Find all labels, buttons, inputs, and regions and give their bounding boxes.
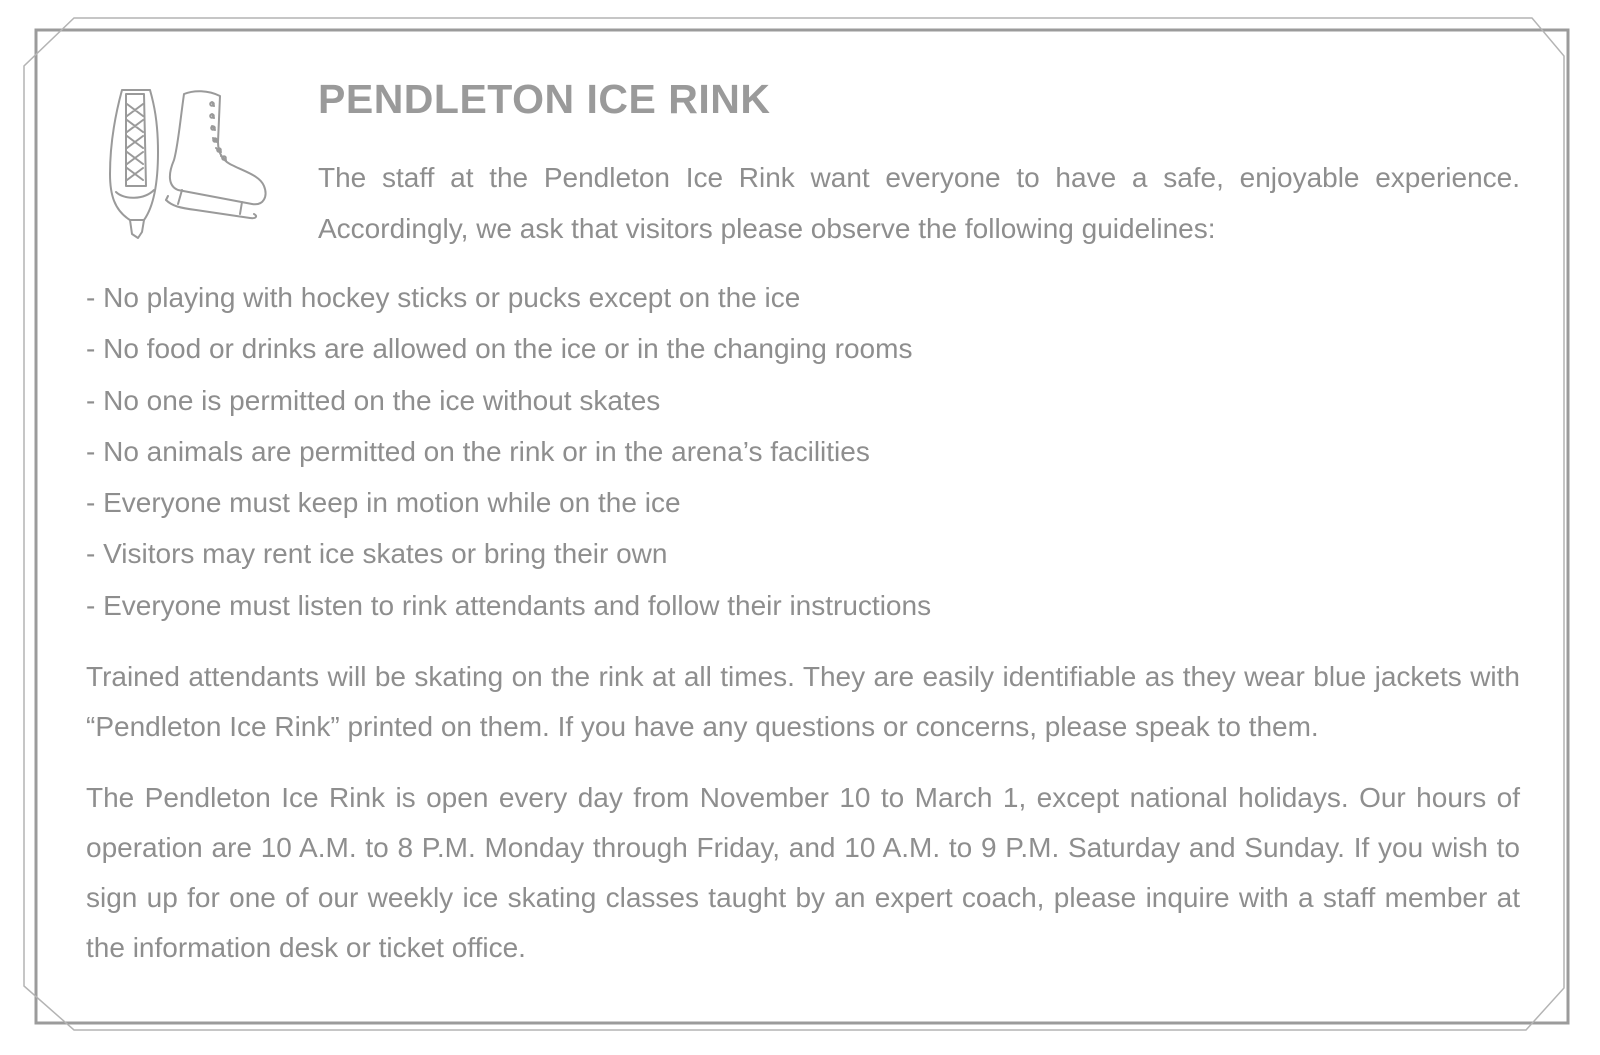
ice-skates-icon: [100, 82, 275, 242]
guideline-item: - Everyone must listen to rink attendants and follow their instructions: [86, 589, 932, 621]
guideline-item: - No playing with hockey sticks or pucks except on the ice: [86, 282, 801, 313]
guideline-item: - Visitors may rent ice skates or bring their own: [86, 538, 668, 570]
attendants-paragraph: Trained attendants will be skating on the rink at all times. They are easily identifiable as they wear blue jackets with “Pendleton Ice Rink” printed on them. If you have any questions or concerns, please speak to them.: [86, 661, 1520, 742]
guideline-item: - Everyone must keep in motion while on the ice: [86, 487, 681, 519]
intro-paragraph: The staff at the Pendleton Ice Rink want everyone to have a safe, enjoyable experience. Accordingly, we ask that visitors please observe the following guidelines:: [318, 162, 1520, 244]
guidelines-list: [86, 272, 931, 631]
guideline-item: - No food or drinks are allowed on the ice or in the changing rooms: [86, 333, 913, 365]
notice-title: PENDLETON ICE RINK: [318, 76, 771, 122]
hours-paragraph: The Pendleton Ice Rink is open every day from November 10 to March 1, except national holidays. Our hours of operation are 10 A.M. to 8 P.M. Monday through Friday, and 10 A.M. to 9 P.M. Saturday and Sunday. If you wish to sign up for one of our weekly ice skating classes taught by an expert coach, please inquire with a staff member at the information desk or ticket office.: [86, 782, 1520, 963]
guideline-item: - No animals are permitted on the rink or in the arena’s facilities: [86, 435, 870, 467]
guideline-item: - No one is permitted on the ice without skates: [86, 384, 661, 416]
